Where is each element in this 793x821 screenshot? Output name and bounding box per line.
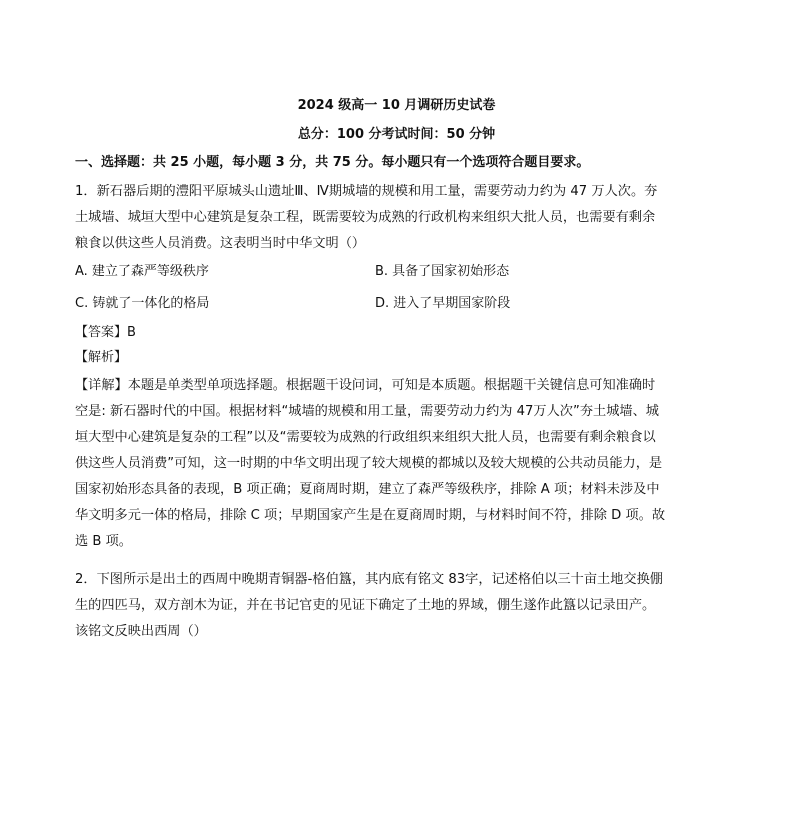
exam-title: 2024 级高一 10 月调研历史试卷 xyxy=(297,98,496,113)
analysis-label: 【解析】 xyxy=(75,350,128,365)
question-1-option-d: D. 进入了早期国家阶段 xyxy=(375,296,511,311)
question-1-detail: 【详解】本题是单类型单项选择题。根据题干设问词，可知是本质题。根据题干关键信息可知准确时空是: 新石器时代的中国。根据材料“城墙的规模和用工量，需要劳动力约为 47万人次”夯土城墙、城垣大型中心建筑是复杂的工程”以及“需要较为成熟的行政组织来组织大批人员，也需要有剩余粮食以供这些人员消费”可知，这一时期的中华文明出现了较大规模的都城以及较大规模的公共动员能力，是国家初始形态具备的表现，B 项正确；夏商周时期，建立了森严等级秩序，排除 A 项；材料未涉及中华文明多元一体的格局，排除 C 项；早期国家产生是在夏商周时期，与材料时间不符，排除 D 项。故选 B 项。 xyxy=(75,378,666,549)
question-1-stem: 1．新石器后期的澧阳平原城头山遗址Ⅲ、Ⅳ期城墙的规模和用工量，需要劳动力约为 47 万人次。夯土城墙、城垣大型中心建筑是复杂工程，既需要较为成熟的行政机构来组织大批人员，也需要有剩余粮食以供这些人员消费。这表明当时中华文明（） xyxy=(75,184,658,251)
question-1-option-b: B. 具备了国家初始形态 xyxy=(375,264,510,279)
question-1-option-c: C. 铸就了一体化的格局 xyxy=(75,296,210,311)
section-heading: 一、选择题：共 25 小题，每小题 3 分，共 75 分。每小题只有一个选项符合题目要求。 xyxy=(75,155,590,170)
question-1-option-a: A. 建立了森严等级秩序 xyxy=(75,264,209,279)
question-2-stem: 2．下图所示是出土的西周中晚期青铜器-格伯簋，其内底有铭文 83字，记述格伯以三十亩土地交换倗生的四匹马，双方剖木为证，并在书记官吏的见证下确定了土地的界域，倗生遂作此簋以记录田产。该铭文反映出西周（） xyxy=(75,572,663,639)
exam-score-time: 总分：100 分考试时间：50 分钟 xyxy=(297,127,496,142)
answer-label: 【答案】B xyxy=(75,325,136,340)
